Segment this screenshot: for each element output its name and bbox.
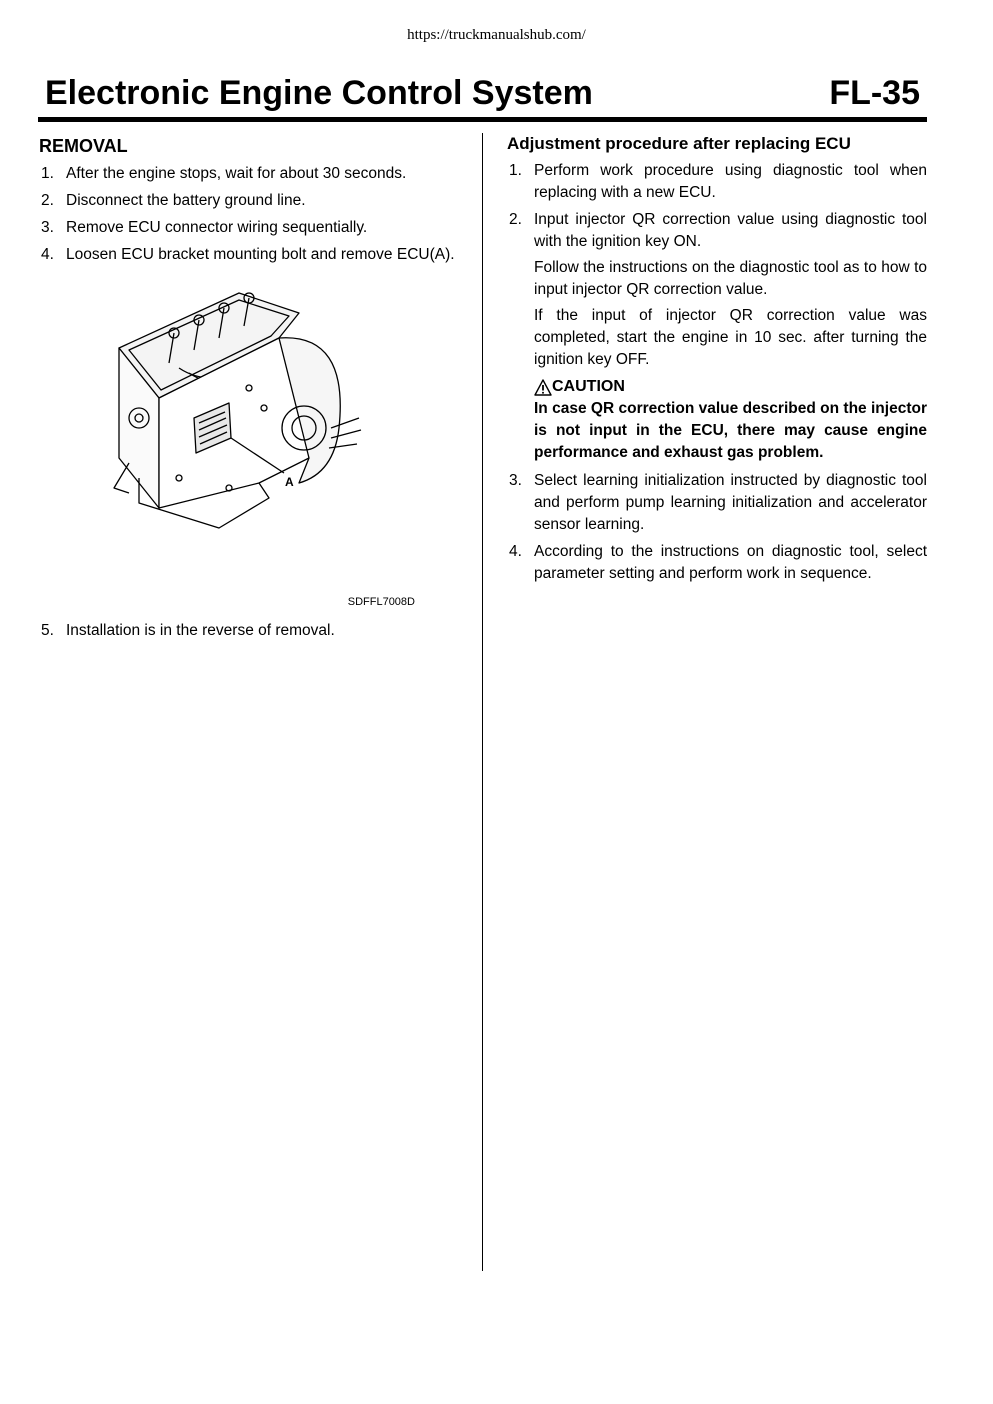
header-rule [38, 117, 927, 122]
removal-step-2 [39, 190, 459, 212]
figure-callout: A [285, 475, 294, 489]
step-2-paragraph-1: Follow the instructions on the diagnostic tool as to how to input injector QR correction value. [534, 259, 927, 298]
step-number: 1. [509, 162, 522, 179]
figure-code: SDFFL7008D [347, 596, 415, 608]
step-text: Loosen ECU bracket mounting bolt and remove ECU(A). [66, 246, 455, 263]
step-text: Installation is in the reverse of removal. [66, 622, 335, 639]
step-number: 3. [41, 219, 54, 236]
step-number: 4. [509, 543, 522, 560]
engine-illustration [99, 278, 399, 578]
step-number: 3. [509, 472, 522, 489]
removal-section [39, 136, 459, 647]
removal-step-3 [39, 217, 459, 239]
removal-steps-continued [39, 620, 459, 642]
step-number: 4. [41, 246, 54, 263]
step-2-paragraph-2: If the input of injector QR correction value was completed, start the engine in 10 sec. after turning the ignition key OFF. [534, 307, 927, 368]
caution-label: CAUTION [552, 378, 625, 395]
column-divider [482, 133, 483, 1271]
step-number: 5. [41, 622, 54, 639]
step-text: Select learning initialization instructed by diagnostic tool and perform pump learning initialization and accelerator sensor learning. [534, 472, 927, 533]
removal-step-5 [39, 620, 459, 642]
step-text: Input injector QR correction value using diagnostic tool with the ignition key ON. [534, 211, 927, 250]
step-number: 2. [509, 211, 522, 228]
step-text: Perform work procedure using diagnostic tool when replacing with a new ECU. [534, 162, 927, 201]
adjustment-heading: Adjustment procedure after replacing ECU [507, 134, 851, 153]
removal-steps [39, 163, 459, 266]
adjustment-section [507, 134, 927, 590]
removal-step-4 [39, 244, 459, 266]
page-title: Electronic Engine Control System [45, 74, 593, 112]
step-number: 1. [41, 165, 54, 182]
step-number: 2. [41, 192, 54, 209]
removal-heading: REMOVAL [39, 136, 128, 156]
engine-figure [39, 278, 459, 608]
caution-box [507, 376, 927, 464]
adjustment-step-2 [507, 209, 927, 371]
adjustment-steps [507, 160, 927, 371]
adjustment-step-3 [507, 470, 927, 536]
caution-text: In case QR correction value described on the injector is not input in the ECU, there may cause engine performance and exhaust gas problem. [534, 400, 927, 461]
step-text: After the engine stops, wait for about 30 seconds. [66, 165, 407, 182]
removal-step-1 [39, 163, 459, 185]
caution-header [534, 376, 927, 398]
adjustment-step-4 [507, 541, 927, 585]
warning-triangle-icon [534, 379, 552, 396]
step-text: Remove ECU connector wiring sequentially. [66, 219, 368, 236]
step-text: Disconnect the battery ground line. [66, 192, 306, 209]
source-url: https://truckmanualshub.com/ [407, 27, 586, 43]
step-text: According to the instructions on diagnostic tool, select parameter setting and perform work in sequence. [534, 543, 927, 582]
adjustment-steps-continued [507, 470, 927, 585]
page-number: FL-35 [829, 74, 920, 112]
adjustment-step-1 [507, 160, 927, 204]
